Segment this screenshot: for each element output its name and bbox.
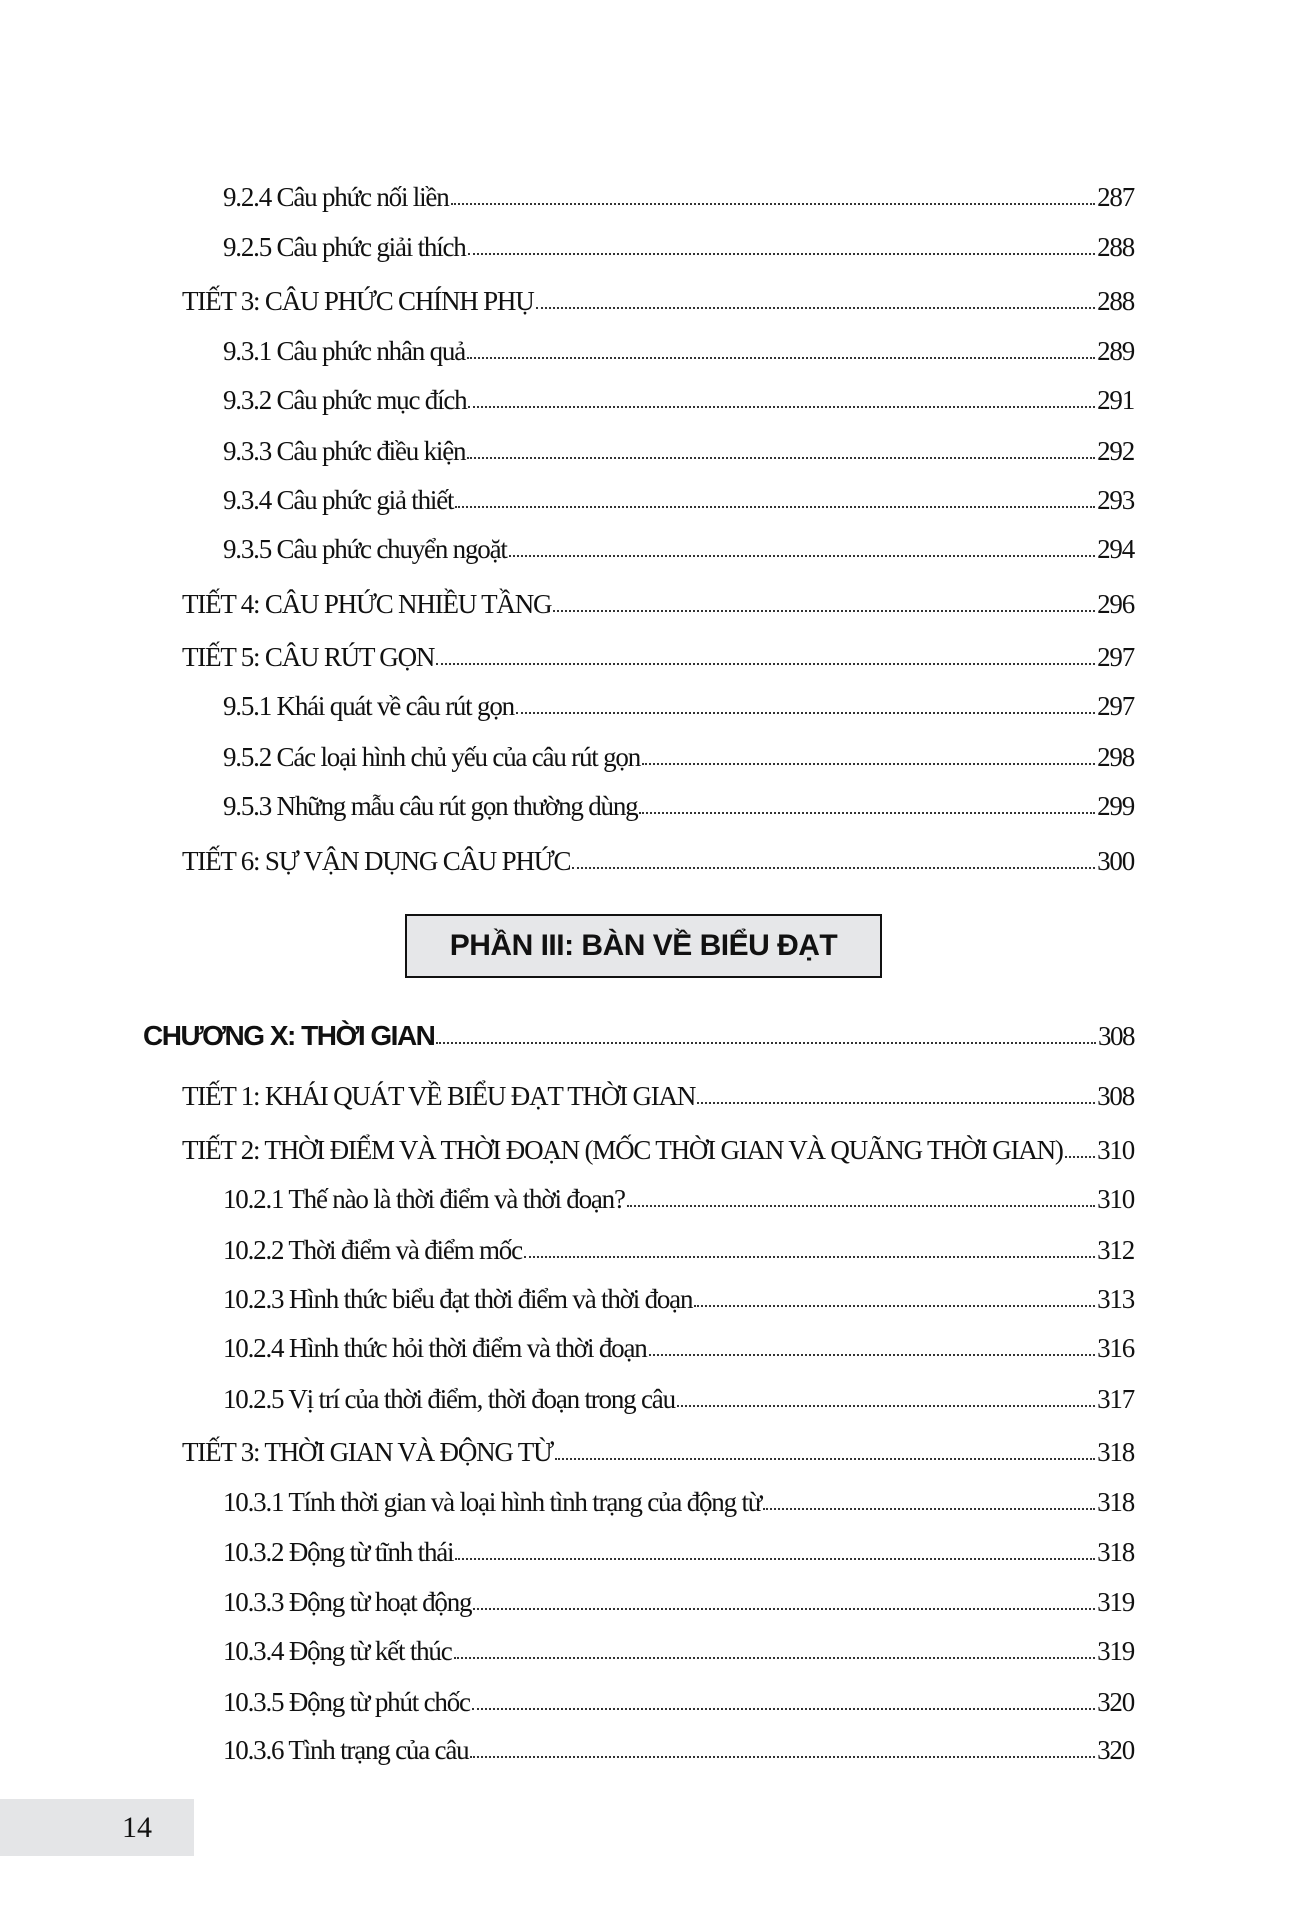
toc-entry-page: 292 [1097,436,1134,466]
toc-entry-title: 10.3.3 Động từ hoạt động [223,1587,472,1617]
toc-entry[interactable] [182,1431,1134,1467]
dot-leader [694,1305,1095,1307]
toc-entry-title: 10.2.3 Hình thức biểu đạt thời điểm và thời đoạn [223,1284,693,1314]
toc-entry-title: 9.3.1 Câu phức nhân quả [223,336,465,366]
dot-leader [572,867,1095,869]
toc-entry-page: 308 [1097,1081,1134,1111]
toc-entry-title: 10.2.2 Thời điểm và điểm mốc [223,1235,522,1265]
toc-entry-page: 319 [1097,1587,1134,1617]
toc-entry-title: 10.3.1 Tính thời gian và loại hình tình trạng của động từ [223,1487,762,1517]
toc-entry[interactable] [223,736,1134,772]
toc-entry-title: 9.3.2 Câu phức mục đích [223,385,467,415]
toc-entry[interactable] [182,1129,1134,1165]
toc-entry-title: 9.2.4 Câu phức nối liền [223,182,449,212]
toc-entry-page: 319 [1097,1636,1134,1666]
toc-entry-page: 316 [1097,1333,1134,1363]
toc-entry-page: 318 [1097,1537,1134,1567]
toc-entry-title: TIẾT 3: THỜI GIAN VÀ ĐỘNG TỪ [182,1437,553,1467]
toc-entry[interactable] [182,583,1134,619]
toc-entry[interactable] [182,840,1134,876]
toc-entry-page: 297 [1097,691,1134,721]
toc-entry-title: 10.2.5 Vị trí của thời điểm, thời đoạn trong câu [223,1384,675,1414]
dot-leader [451,203,1096,205]
toc-entry-title: 10.2.4 Hình thức hỏi thời điểm và thời đoạn [223,1333,647,1363]
dot-leader [763,1508,1095,1510]
toc-entry-page: 310 [1097,1135,1134,1165]
toc-entry[interactable] [223,1729,1134,1765]
toc-entry-title: 10.3.5 Động từ phút chốc [223,1687,470,1717]
toc-entry-title: 9.5.1 Khái quát về câu rút gọn [223,691,514,721]
toc-entry[interactable] [223,479,1134,515]
dot-leader [1065,1156,1095,1158]
dot-leader [455,1558,1095,1560]
dot-leader [677,1405,1095,1407]
toc-entry-page: 291 [1097,385,1134,415]
toc-entry-page: 320 [1097,1687,1134,1717]
toc-entry-title: 10.3.6 Tình trạng của câu [223,1735,469,1765]
toc-entry-page: 310 [1097,1184,1134,1214]
toc-entry[interactable] [223,1681,1134,1717]
toc-entry[interactable] [223,685,1134,721]
toc-entry-title: 9.5.2 Các loại hình chủ yếu của câu rút gọn [223,742,641,772]
toc-entry-page: 288 [1097,232,1134,262]
dot-leader [468,253,1096,255]
toc-entry-title: 10.2.1 Thế nào là thời điểm và thời đoạn? [223,1184,625,1214]
toc-entry-title: CHƯƠNG X: THỜI GIAN [143,1020,435,1051]
dot-leader [516,712,1095,714]
toc-entry[interactable] [182,636,1134,672]
dot-leader [649,1354,1096,1356]
toc-entry-page: 318 [1097,1437,1134,1467]
toc-entry-page: 320 [1097,1735,1134,1765]
toc-entry-page: 294 [1097,534,1134,564]
toc-entry-title: 10.3.4 Động từ kết thúc [223,1636,452,1666]
toc-entry-title: TIẾT 5: CÂU RÚT GỌN [182,642,435,672]
dot-leader [536,307,1096,309]
toc-entry-page: 296 [1097,589,1134,619]
toc-entry-title: 9.5.3 Những mẫu câu rút gọn thường dùng [223,791,638,821]
toc-entry[interactable] [223,1481,1134,1517]
part-heading [405,914,882,978]
toc-entry-page: 299 [1097,791,1134,821]
toc-entry[interactable] [223,1581,1134,1617]
dot-leader [436,663,1095,665]
toc-entry-title: 9.2.5 Câu phức giải thích [223,232,466,262]
dot-leader [639,812,1095,814]
toc-entry[interactable] [223,785,1134,821]
toc-entry-title: TIẾT 2: THỜI ĐIỂM VÀ THỜI ĐOẠN (MỐC THỜI GIAN VÀ QUÃNG THỜI GIAN) [182,1135,1063,1165]
dot-leader [467,357,1095,359]
dot-leader [473,1608,1095,1610]
toc-entry-title: TIẾT 4: CÂU PHỨC NHIỀU TẦNG [182,589,552,619]
toc-entry-page: 287 [1097,182,1134,212]
toc-entry-page: 317 [1097,1384,1134,1414]
dot-leader [436,1042,1096,1044]
toc-entry[interactable] [223,176,1134,212]
toc-entry-title: TIẾT 3: CÂU PHỨC CHÍNH PHỤ [182,286,534,316]
toc-entry-page: 298 [1097,742,1134,772]
toc-entry[interactable] [223,1378,1134,1414]
toc-entry-page: 288 [1097,286,1134,316]
page-number-tab [0,1799,194,1856]
toc-entry[interactable] [223,330,1134,366]
toc-entry[interactable] [223,430,1134,466]
toc-entry-page: 293 [1097,485,1134,515]
toc-entry-page: 297 [1097,642,1134,672]
dot-leader [524,1256,1095,1258]
toc-entry[interactable] [223,1229,1134,1265]
toc-entry[interactable] [223,1327,1134,1363]
toc-entry[interactable] [223,1630,1134,1666]
dot-leader [553,610,1095,612]
toc-entry-page: 300 [1097,846,1134,876]
toc-entry[interactable] [182,1075,1134,1111]
dot-leader [642,763,1095,765]
dot-leader [509,555,1095,557]
dot-leader [467,457,1095,459]
toc-entry-title: TIẾT 1: KHÁI QUÁT VỀ BIỂU ĐẠT THỜI GIAN [182,1081,696,1111]
toc-entry[interactable] [223,1278,1134,1314]
toc-entry-title: 9.3.4 Câu phức giả thiết [223,485,454,515]
toc-entry[interactable] [223,379,1134,415]
dot-leader [470,1756,1095,1758]
dot-leader [455,506,1095,508]
toc-entry-title: 10.3.2 Động từ tĩnh thái [223,1537,454,1567]
dot-leader [697,1102,1095,1104]
toc-entry[interactable] [182,280,1134,316]
toc-entry-title: 9.3.3 Câu phức điều kiện [223,436,466,466]
dot-leader [555,1458,1095,1460]
dot-leader [472,1708,1095,1710]
dot-leader [627,1205,1095,1207]
page-number: 14 [122,1811,152,1844]
toc-entry-page: 312 [1097,1235,1134,1265]
toc-entry[interactable] [223,226,1134,262]
toc-entry[interactable] [223,1531,1134,1567]
part-heading-text: PHẦN III: BÀN VỀ BIỂU ĐẠT [449,929,838,962]
dot-leader [468,406,1095,408]
dot-leader [454,1657,1096,1659]
toc-entry-page: 313 [1097,1284,1134,1314]
toc-entry-page: 318 [1097,1487,1134,1517]
toc-entry[interactable] [223,528,1134,564]
toc-entry-page: 308 [1098,1021,1134,1051]
toc-entry-title: 9.3.5 Câu phức chuyển ngoặt [223,534,507,564]
toc-entry[interactable] [143,1015,1134,1051]
toc-entry[interactable] [223,1178,1134,1214]
toc-entry-page: 289 [1097,336,1134,366]
toc-entry-title: TIẾT 6: SỰ VẬN DỤNG CÂU PHỨC [182,846,571,876]
